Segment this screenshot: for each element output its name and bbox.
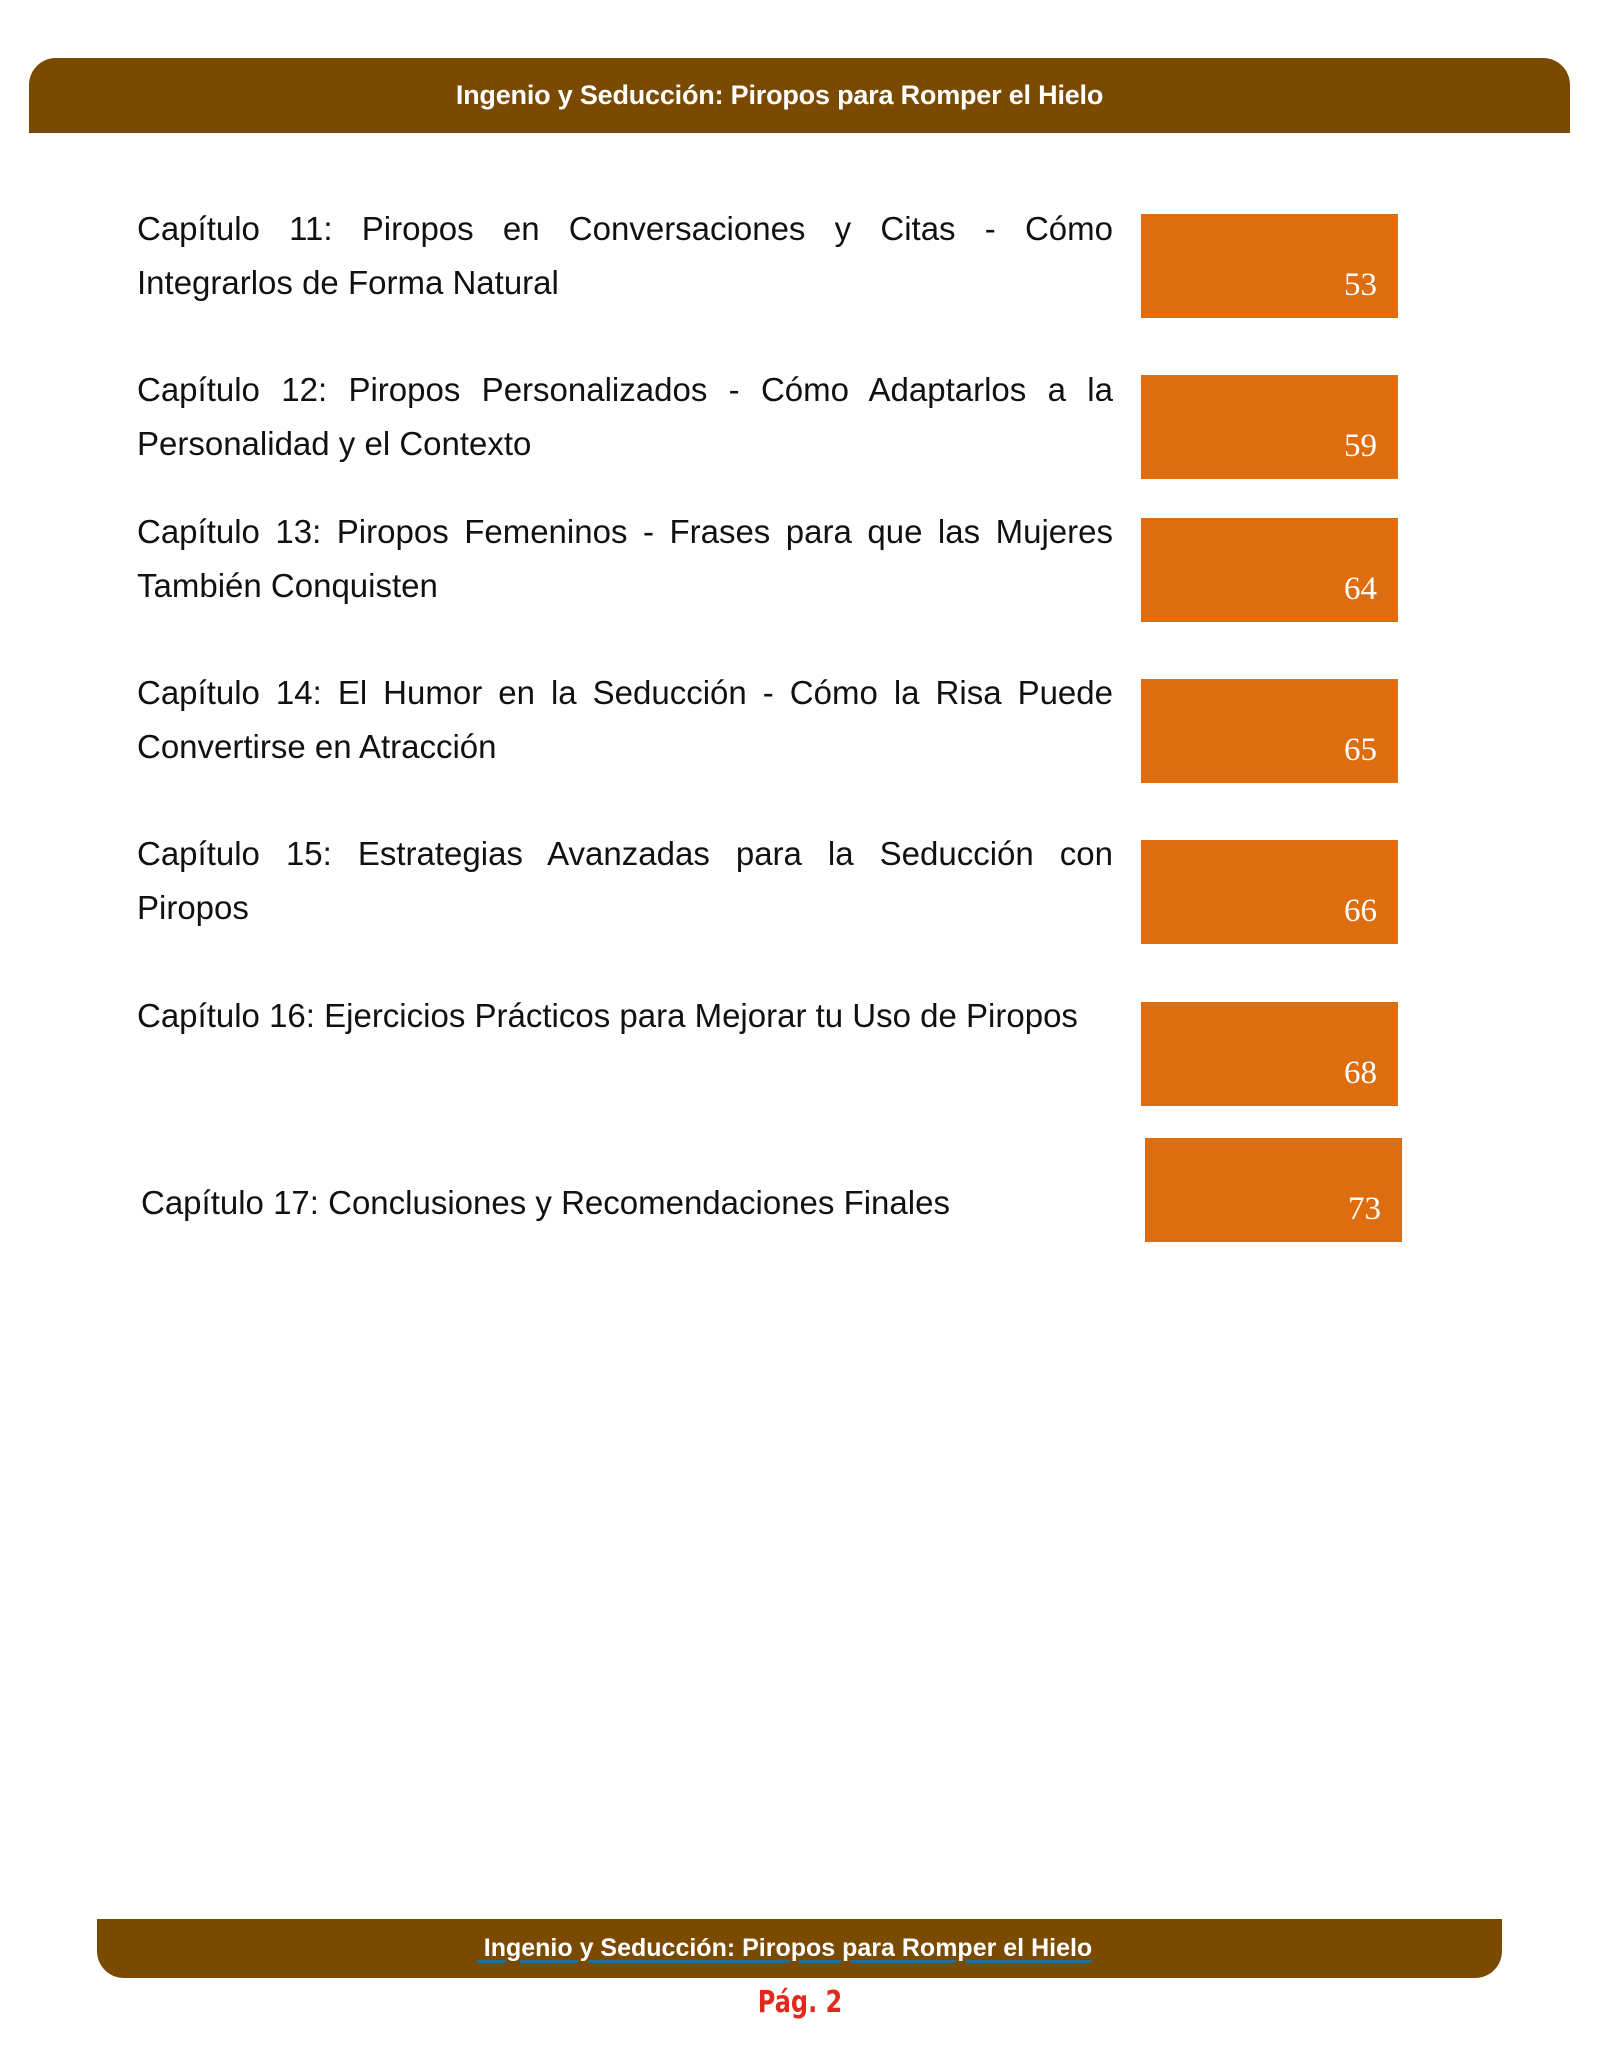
toc-page-number: 59 — [1344, 428, 1377, 464]
toc-page-number: 73 — [1348, 1191, 1381, 1227]
toc-page-number: 66 — [1344, 893, 1377, 929]
footer-band — [97, 1919, 1502, 1978]
toc-page-box — [1141, 840, 1398, 944]
toc-page-box — [1145, 1138, 1402, 1242]
toc-page-number: 53 — [1344, 267, 1377, 303]
toc-entry-title: Capítulo 17: Conclusiones y Recomendaciones Finales — [141, 1184, 950, 1221]
toc-page-box — [1141, 679, 1398, 783]
toc-entry-title: Capítulo 13: Piropos Femeninos - Frases para que las Mujeres También Conquisten — [137, 513, 1113, 604]
toc-entry-title: Capítulo 15: Estrategias Avanzadas para la Seducción con Piropos — [137, 835, 1113, 926]
header-title: Ingenio y Seducción: Piropos para Romper el Hielo — [455, 80, 1104, 110]
toc-page-box — [1141, 214, 1398, 318]
footer-title-link[interactable]: Ingenio y Seducción: Piropos para Romper el Hielo — [476, 1934, 1093, 1962]
toc-page-box — [1141, 375, 1398, 479]
toc-page-box — [1141, 1002, 1398, 1106]
toc-page-number: 68 — [1344, 1055, 1377, 1091]
page-number: Pág. 2 — [757, 1985, 843, 2020]
toc-entry-title: Capítulo 11: Piropos en Conversaciones y Citas - Cómo Integrarlos de Forma Natural — [137, 210, 1113, 301]
toc-page-number: 65 — [1344, 732, 1377, 768]
toc-entry-title: Capítulo 14: El Humor en la Seducción - Cómo la Risa Puede Convertirse en Atracción — [137, 674, 1113, 765]
toc-entry-title: Capítulo 16: Ejercicios Prácticos para Mejorar tu Uso de Piropos — [137, 997, 1078, 1034]
toc-page-number: 64 — [1344, 571, 1377, 607]
toc-page-box — [1141, 518, 1398, 622]
toc-entry-title: Capítulo 12: Piropos Personalizados - Cómo Adaptarlos a la Personalidad y el Contexto — [137, 371, 1113, 462]
header-band — [29, 58, 1570, 133]
